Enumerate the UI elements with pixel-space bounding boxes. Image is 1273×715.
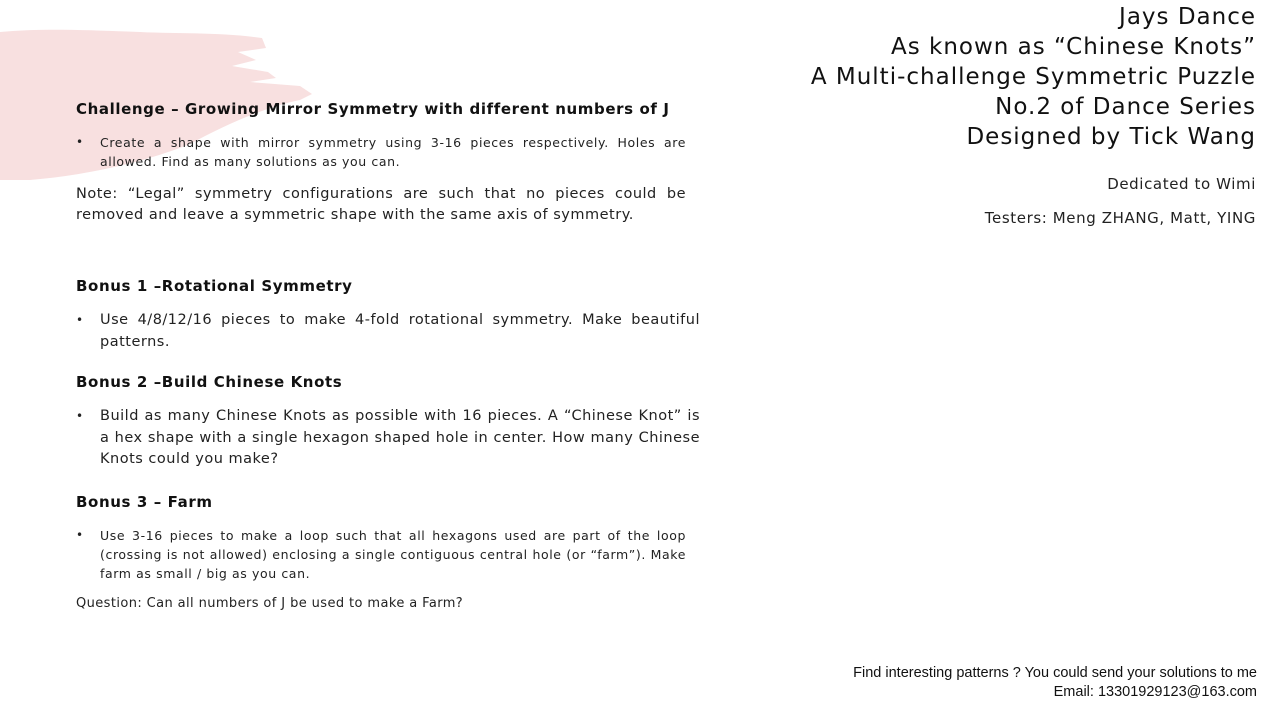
title-line-description: A Multi-challenge Symmetric Puzzle: [810, 64, 1256, 90]
challenge-heading: Challenge – Growing Mirror Symmetry with different numbers of J: [76, 100, 670, 118]
bonus1-bullet: [76, 310, 700, 353]
testers: Testers: Meng ZHANG, Matt, YING: [984, 209, 1256, 227]
challenge-bullet-text: Create a shape with mirror symmetry using 3-16 pieces respectively. Holes are allowed. Find as many solutions as you can.: [100, 135, 686, 169]
bonus3-bullet: [76, 526, 686, 583]
title-line-designer: Designed by Tick Wang: [966, 124, 1256, 150]
footer-contact: [853, 664, 1257, 702]
bonus1-heading: Bonus 1 –Rotational Symmetry: [76, 277, 353, 295]
bullet-dot: •: [76, 409, 84, 423]
bonus3-heading: Bonus 3 – Farm: [76, 493, 213, 511]
title-line-alias: As known as “Chinese Knots”: [890, 34, 1256, 60]
footer-invite: Find interesting patterns ? You could send your solutions to me: [853, 665, 1257, 681]
challenge-note: Note: “Legal” symmetry configurations are such that no pieces could be removed and leave a symmetric shape with the same axis of symmetry.: [76, 186, 686, 223]
footer-email: Email: 13301929123@163.com: [1053, 684, 1257, 700]
dedication: Dedicated to Wimi: [1107, 175, 1256, 193]
bonus1-bullet-text: Use 4/8/12/16 pieces to make 4-fold rotational symmetry. Make beautiful patterns.: [100, 312, 700, 350]
bonus2-bullet-text: Build as many Chinese Knots as possible with 16 pieces. A “Chinese Knot” is a hex shape with a single hexagon shaped hole in center. How many Chinese Knots could you make?: [100, 408, 700, 467]
title-block: [811, 2, 1256, 152]
bullet-dot: •: [76, 528, 84, 542]
bonus2-bullet: [76, 406, 700, 471]
title-line-series: No.2 of Dance Series: [995, 94, 1256, 120]
challenge-bullet: [76, 133, 686, 171]
bonus2-heading: Bonus 2 –Build Chinese Knots: [76, 373, 343, 391]
title-line-name: Jays Dance: [1119, 4, 1256, 30]
bonus3-bullet-text: Use 3-16 pieces to make a loop such that all hexagons used are part of the loop (crossing is not allowed) enclosing a single contiguous central hole (or “farm”). Make farm as small / big as you can.: [100, 528, 686, 581]
bullet-dot: •: [76, 135, 84, 149]
farm-question: Question: Can all numbers of J be used to make a Farm?: [76, 596, 464, 611]
bullet-dot: •: [76, 313, 84, 327]
